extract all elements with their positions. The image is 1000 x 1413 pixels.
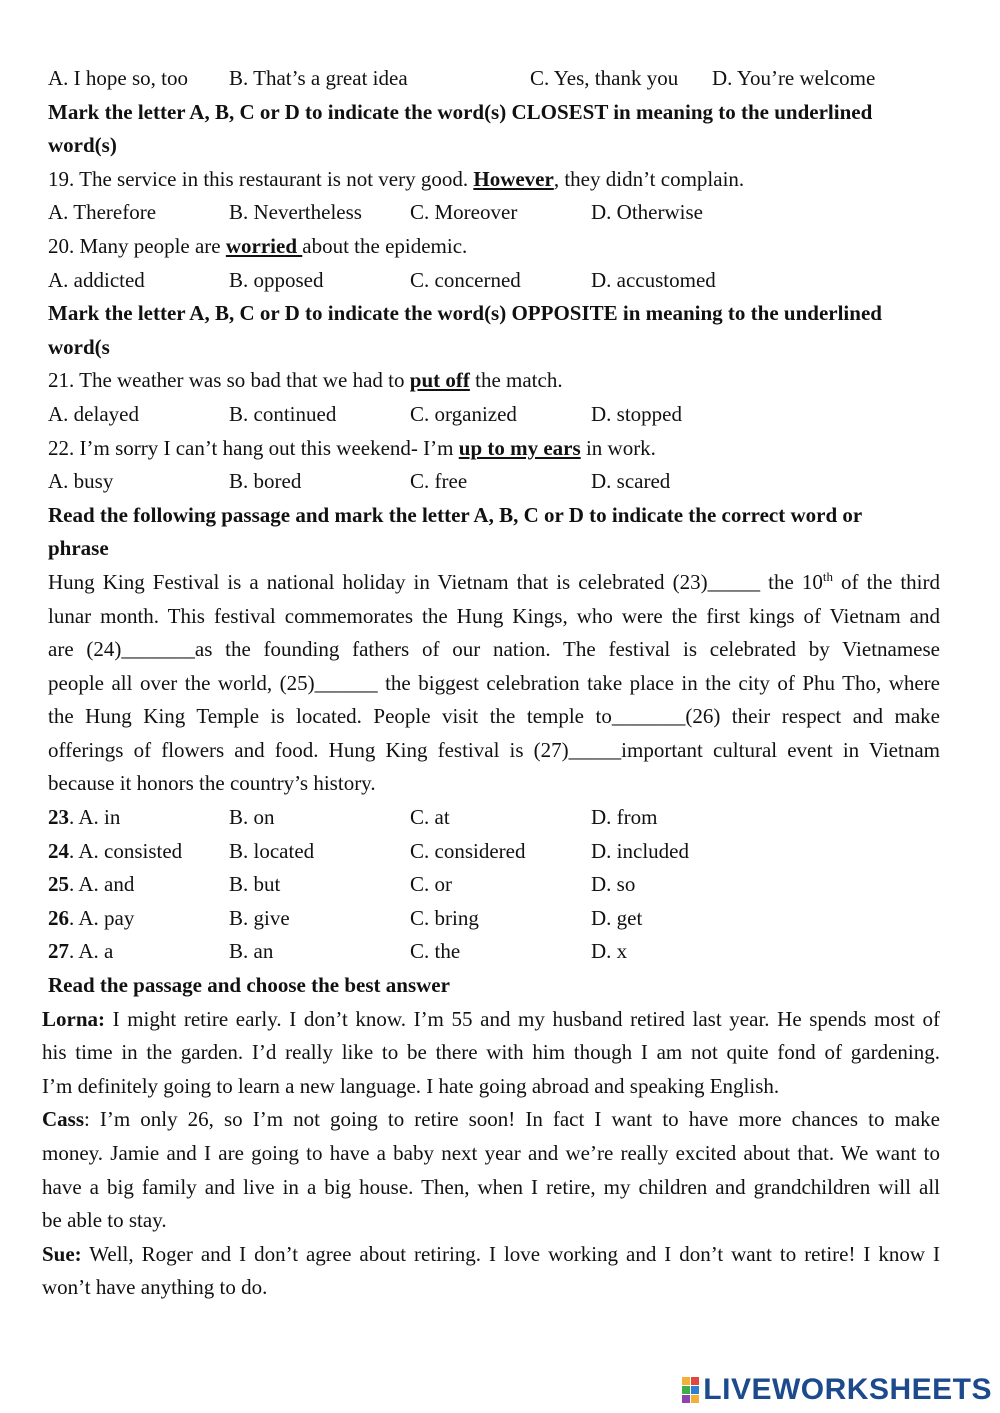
q19-stem <box>48 163 940 197</box>
cloze-row-24 <box>48 835 940 869</box>
q21-text-post: the match. <box>469 368 563 393</box>
section-read-heading: Read the passage and choose the best answer <box>48 973 450 998</box>
passage-line-4: people all over the world, (25)______ the biggest celebration take place in the city of Phu Tho, where <box>48 670 940 695</box>
q26-option-c[interactable]: C. bring <box>410 905 479 930</box>
q26-option-a[interactable] <box>48 902 229 936</box>
q22-option-d[interactable]: D. scared <box>591 469 671 494</box>
q26-number: 26 <box>48 905 69 930</box>
q21-option-d[interactable]: D. stopped <box>591 401 682 426</box>
q19-text-pre: 19. The service in this restaurant is not very good. <box>48 166 474 191</box>
cloze-row-23 <box>48 801 940 835</box>
q19-option-b[interactable]: B. Nevertheless <box>229 200 362 225</box>
q26-option-b[interactable]: B. give <box>229 905 290 930</box>
q24-option-d[interactable]: D. included <box>591 838 689 863</box>
q22-stem <box>48 432 940 466</box>
q21-option-a[interactable]: A. delayed <box>48 401 139 426</box>
q20-option-d[interactable]: D. accustomed <box>591 267 716 292</box>
section-opposite-heading: Mark the letter A, B, C or D to indicate the word(s) OPPOSITE in meaning to the underlined <box>48 301 882 326</box>
lorna-text: I might retire early. I don’t know. I’m 55 and my husband retired last year. He spends most of <box>105 1006 940 1031</box>
passage-text: of the third <box>833 569 940 594</box>
q18-option-d[interactable]: D. You’re welcome <box>712 66 876 90</box>
q23-option-b[interactable]: B. on <box>229 805 275 830</box>
passage-text: Hung King Festival is a national holiday in Vietnam that is celebrated (23)_____ the 10 <box>48 569 823 594</box>
cloze-row-26 <box>48 902 940 936</box>
speaker-cass: Cass <box>42 1107 85 1132</box>
q20-option-a[interactable]: A. addicted <box>48 267 145 292</box>
q25-option-b[interactable]: B. but <box>229 872 281 897</box>
q25-option-a[interactable] <box>48 868 229 902</box>
q19-options <box>48 196 940 230</box>
q18-option-a[interactable]: A. I hope so, too <box>48 66 188 90</box>
q21-underlined-word: put off <box>409 368 470 393</box>
q19-underlined-word: However <box>473 166 554 191</box>
lorna-line-3: I’m definitely going to learn a new language. I hate going abroad and speaking English. <box>42 1073 780 1098</box>
lorna-line-2: his time in the garden. I’d really like to be there with him though I am not quite fond of gardening. <box>42 1040 940 1065</box>
section-passage-heading: Read the following passage and mark the letter A, B, C or D to indicate the correct word or <box>48 502 863 527</box>
cloze-row-27 <box>48 935 940 969</box>
q20-option-c[interactable]: C. concerned <box>410 267 521 292</box>
liveworksheets-brand-text: LIVEWORKSHEETS <box>703 1373 992 1406</box>
q27-option-d[interactable]: D. x <box>591 939 628 964</box>
cass-line-2: money. Jamie and I are going to have a baby next year and we’re really excited about that. We want to <box>42 1141 940 1165</box>
section-passage-heading-cont: phrase <box>48 536 109 561</box>
q20-text-pre: 20. Many people are <box>48 233 226 258</box>
cloze-row-25 <box>48 868 940 902</box>
q27-option-a-text: . A. a <box>69 939 114 964</box>
q21-option-c[interactable]: C. organized <box>410 401 517 426</box>
q25-number: 25 <box>48 872 69 897</box>
q18-options <box>48 62 940 96</box>
q20-option-b[interactable]: B. opposed <box>229 267 324 292</box>
q23-option-a[interactable] <box>48 801 229 835</box>
q21-options <box>48 398 940 432</box>
q20-stem <box>48 230 940 264</box>
cass-line-3: have a big family and live in a big house. Then, when I retire, my children and grandchildren will all <box>42 1174 940 1199</box>
sue-line-1 <box>42 1238 940 1272</box>
superscript-th: th <box>822 568 833 584</box>
q19-option-c[interactable]: C. Moreover <box>410 200 518 225</box>
liveworksheets-logo[interactable] <box>682 1373 992 1407</box>
dialog-block <box>42 1003 940 1305</box>
cass-line-4: be able to stay. <box>42 1208 167 1233</box>
q23-option-c[interactable]: C. at <box>410 805 450 830</box>
q26-option-d[interactable]: D. get <box>591 905 643 930</box>
q18-option-b[interactable]: B. That’s a great idea <box>229 66 408 90</box>
q22-options <box>48 465 940 499</box>
q21-stem <box>48 364 940 398</box>
q22-text-pre: 22. I’m sorry I can’t hang out this weekend- I’m <box>48 435 459 460</box>
q22-option-a[interactable]: A. busy <box>48 469 114 494</box>
speaker-sue: Sue: <box>42 1241 82 1266</box>
q19-text-post: , they didn’t complain. <box>553 166 745 191</box>
q19-option-a[interactable]: A. Therefore <box>48 200 157 225</box>
speaker-lorna: Lorna: <box>42 1006 105 1031</box>
liveworksheets-logo-icon <box>682 1377 699 1403</box>
q21-text-pre: 21. The weather was so bad that we had to <box>48 368 410 393</box>
cass-line-1 <box>42 1103 940 1137</box>
lorna-line-1 <box>42 1003 940 1037</box>
q25-option-d[interactable]: D. so <box>591 872 636 897</box>
q24-option-b[interactable]: B. located <box>229 838 315 863</box>
section-closest-heading-cont: word(s) <box>48 133 117 158</box>
passage-line-7: because it honors the country’s history. <box>48 771 376 796</box>
q26-option-a-text: . A. pay <box>69 905 135 930</box>
passage-line-3: are (24)_______as the founding fathers of our nation. The festival is celebrated by Vietnamese <box>48 637 940 662</box>
q22-text-post: in work. <box>580 435 656 460</box>
passage-line-2: lunar month. This festival commemorates the Hung Kings, who were the first kings of Vietnam and <box>48 603 940 628</box>
q25-option-a-text: . A. and <box>69 872 135 897</box>
q20-options <box>48 264 940 298</box>
q22-underlined-word: up to my ears <box>458 435 581 460</box>
q18-option-c[interactable]: C. Yes, thank you <box>530 66 679 90</box>
worksheet-page <box>42 62 940 1305</box>
q24-number: 24 <box>48 838 69 863</box>
q21-option-b[interactable]: B. continued <box>229 401 337 426</box>
sue-line-2: won’t have anything to do. <box>42 1275 268 1300</box>
section-closest-heading: Mark the letter A, B, C or D to indicate the word(s) CLOSEST in meaning to the underlined <box>48 99 873 124</box>
q24-option-a[interactable] <box>48 835 229 869</box>
q19-option-d[interactable]: D. Otherwise <box>591 200 703 225</box>
q20-underlined-word: worried <box>225 233 303 258</box>
q20-text-post: about the epidemic. <box>302 233 468 258</box>
cass-text: : I’m only 26, so I’m not going to retire soon! In fact I want to have more chances to make <box>84 1107 940 1132</box>
q23-number: 23 <box>48 805 69 830</box>
q24-option-a-text: . A. consisted <box>69 838 183 863</box>
q22-option-b[interactable]: B. bored <box>229 469 302 494</box>
q27-option-b[interactable]: B. an <box>229 939 274 964</box>
sue-text: Well, Roger and I don’t agree about retiring. I love working and I don’t want to retire! I know I <box>81 1241 940 1266</box>
passage-line-1 <box>48 566 940 600</box>
section-opposite-heading-cont: word(s <box>48 334 110 359</box>
q27-option-c[interactable]: C. the <box>410 939 461 964</box>
q25-option-c[interactable]: C. or <box>410 872 452 897</box>
passage-line-5: the Hung King Temple is located. People visit the temple to_______(26) their respect and make <box>48 704 940 729</box>
q27-option-a[interactable] <box>48 935 229 969</box>
q24-option-c[interactable]: C. considered <box>410 838 526 863</box>
q23-option-a-text: . A. in <box>69 805 121 830</box>
q22-option-c[interactable]: C. free <box>410 469 468 494</box>
q27-number: 27 <box>48 939 69 964</box>
q23-option-d[interactable]: D. from <box>591 805 658 830</box>
passage-line-6: offerings of flowers and food. Hung King festival is (27)_____important cultural event in Vietnam <box>48 737 940 762</box>
